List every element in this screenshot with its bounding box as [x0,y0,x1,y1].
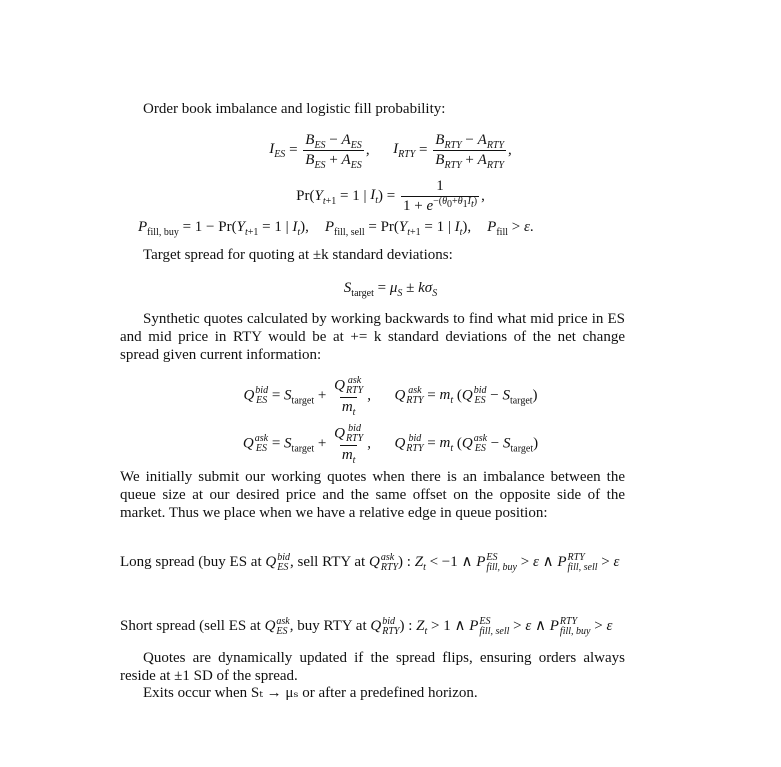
exit-text: Exits occur when Sₜ → μₛ or after a predefined horizon. [143,685,478,701]
dynamic-update-text: Quotes are dynamically updated if the spread flips, ensuring orders always reside at ±1 SD of the spread. [120,650,625,684]
intro-text: Order book imbalance and logistic fill probability: [143,101,446,117]
long-spread-condition: Long spread (buy ES at Q bid ES , sell RTY at Q ask RTY ) : $Z_t < -1$ ∧ P ES fill, buy > ε ∧ P RTY fill, sell > ε [120,551,620,573]
target-spread-text: Target spread for quoting at ±k standard deviations: [143,247,453,263]
target-spread-equation: $S_{target} = \mu_S \pm k\sigma_S$ [343,279,438,299]
short-spread-label: Short spread (sell ES at [120,618,265,634]
synthetic-quotes-text: Synthetic quotes calculated by working backwards to find what mid price in ES and mid price in RTY would be at += k standard deviations of the net change spread given current information: [120,311,625,363]
long-spread-mid: , sell RTY at [290,554,369,570]
submit-quotes-text: We initially submit our working quotes when there is an imbalance between the queue size at our desired price and the same offset on the opposite side of the market. Thus we place when we have a relative edge in queue position: [120,469,625,521]
long-spread-label: Long spread (buy ES at [120,554,266,570]
imbalance-equation: $I_{ES}$ = $\frac{B_{ES} - A_{ES}}{B_{ES} + A_{ES}}$ , $I_{RTY}$ = $\frac{B_{RTY} - A_{RTY}}{B_{RTY} + A_{RTY}}$ , [269,131,512,171]
short-spread-condition: Short spread (sell ES at Q ask ES , buy RTY at Q bid RTY ) : $Z_t > 1$ ∧ P ES fill, sell > ε ∧ P RTY fill, buy > ε [120,615,613,637]
fill-probability-equation: $P_{fill, buy} = 1 - Pr(Y_{t+1} = 1$ | $I_t$), $P_{fill, sell} = Pr(Y_{t+1} = 1$ | $I_t$), $P_{fill} > \varepsilon$. [138,219,534,238]
short-spread-mid: , buy RTY at [289,618,371,634]
ask-quote-equation: Q ask ES = $S_{target}$ + Q bid RTY $m_t$ , Q bid RTY = $m_t$ (Q ask ES − $S_{target}$) [242,423,539,466]
logistic-equation: $Pr(Y_{t+1} = 1$ | $I_t$) = $\frac{1}{1 + e^{-(\theta_0+\theta_1I_t)}}$ , [296,177,485,214]
bid-quote-equation: Q bid ES = $S_{target}$ + Q ask RTY $m_t$ , Q ask RTY = $m_t$ (Q bid ES − $S_{target}$) [243,375,538,418]
